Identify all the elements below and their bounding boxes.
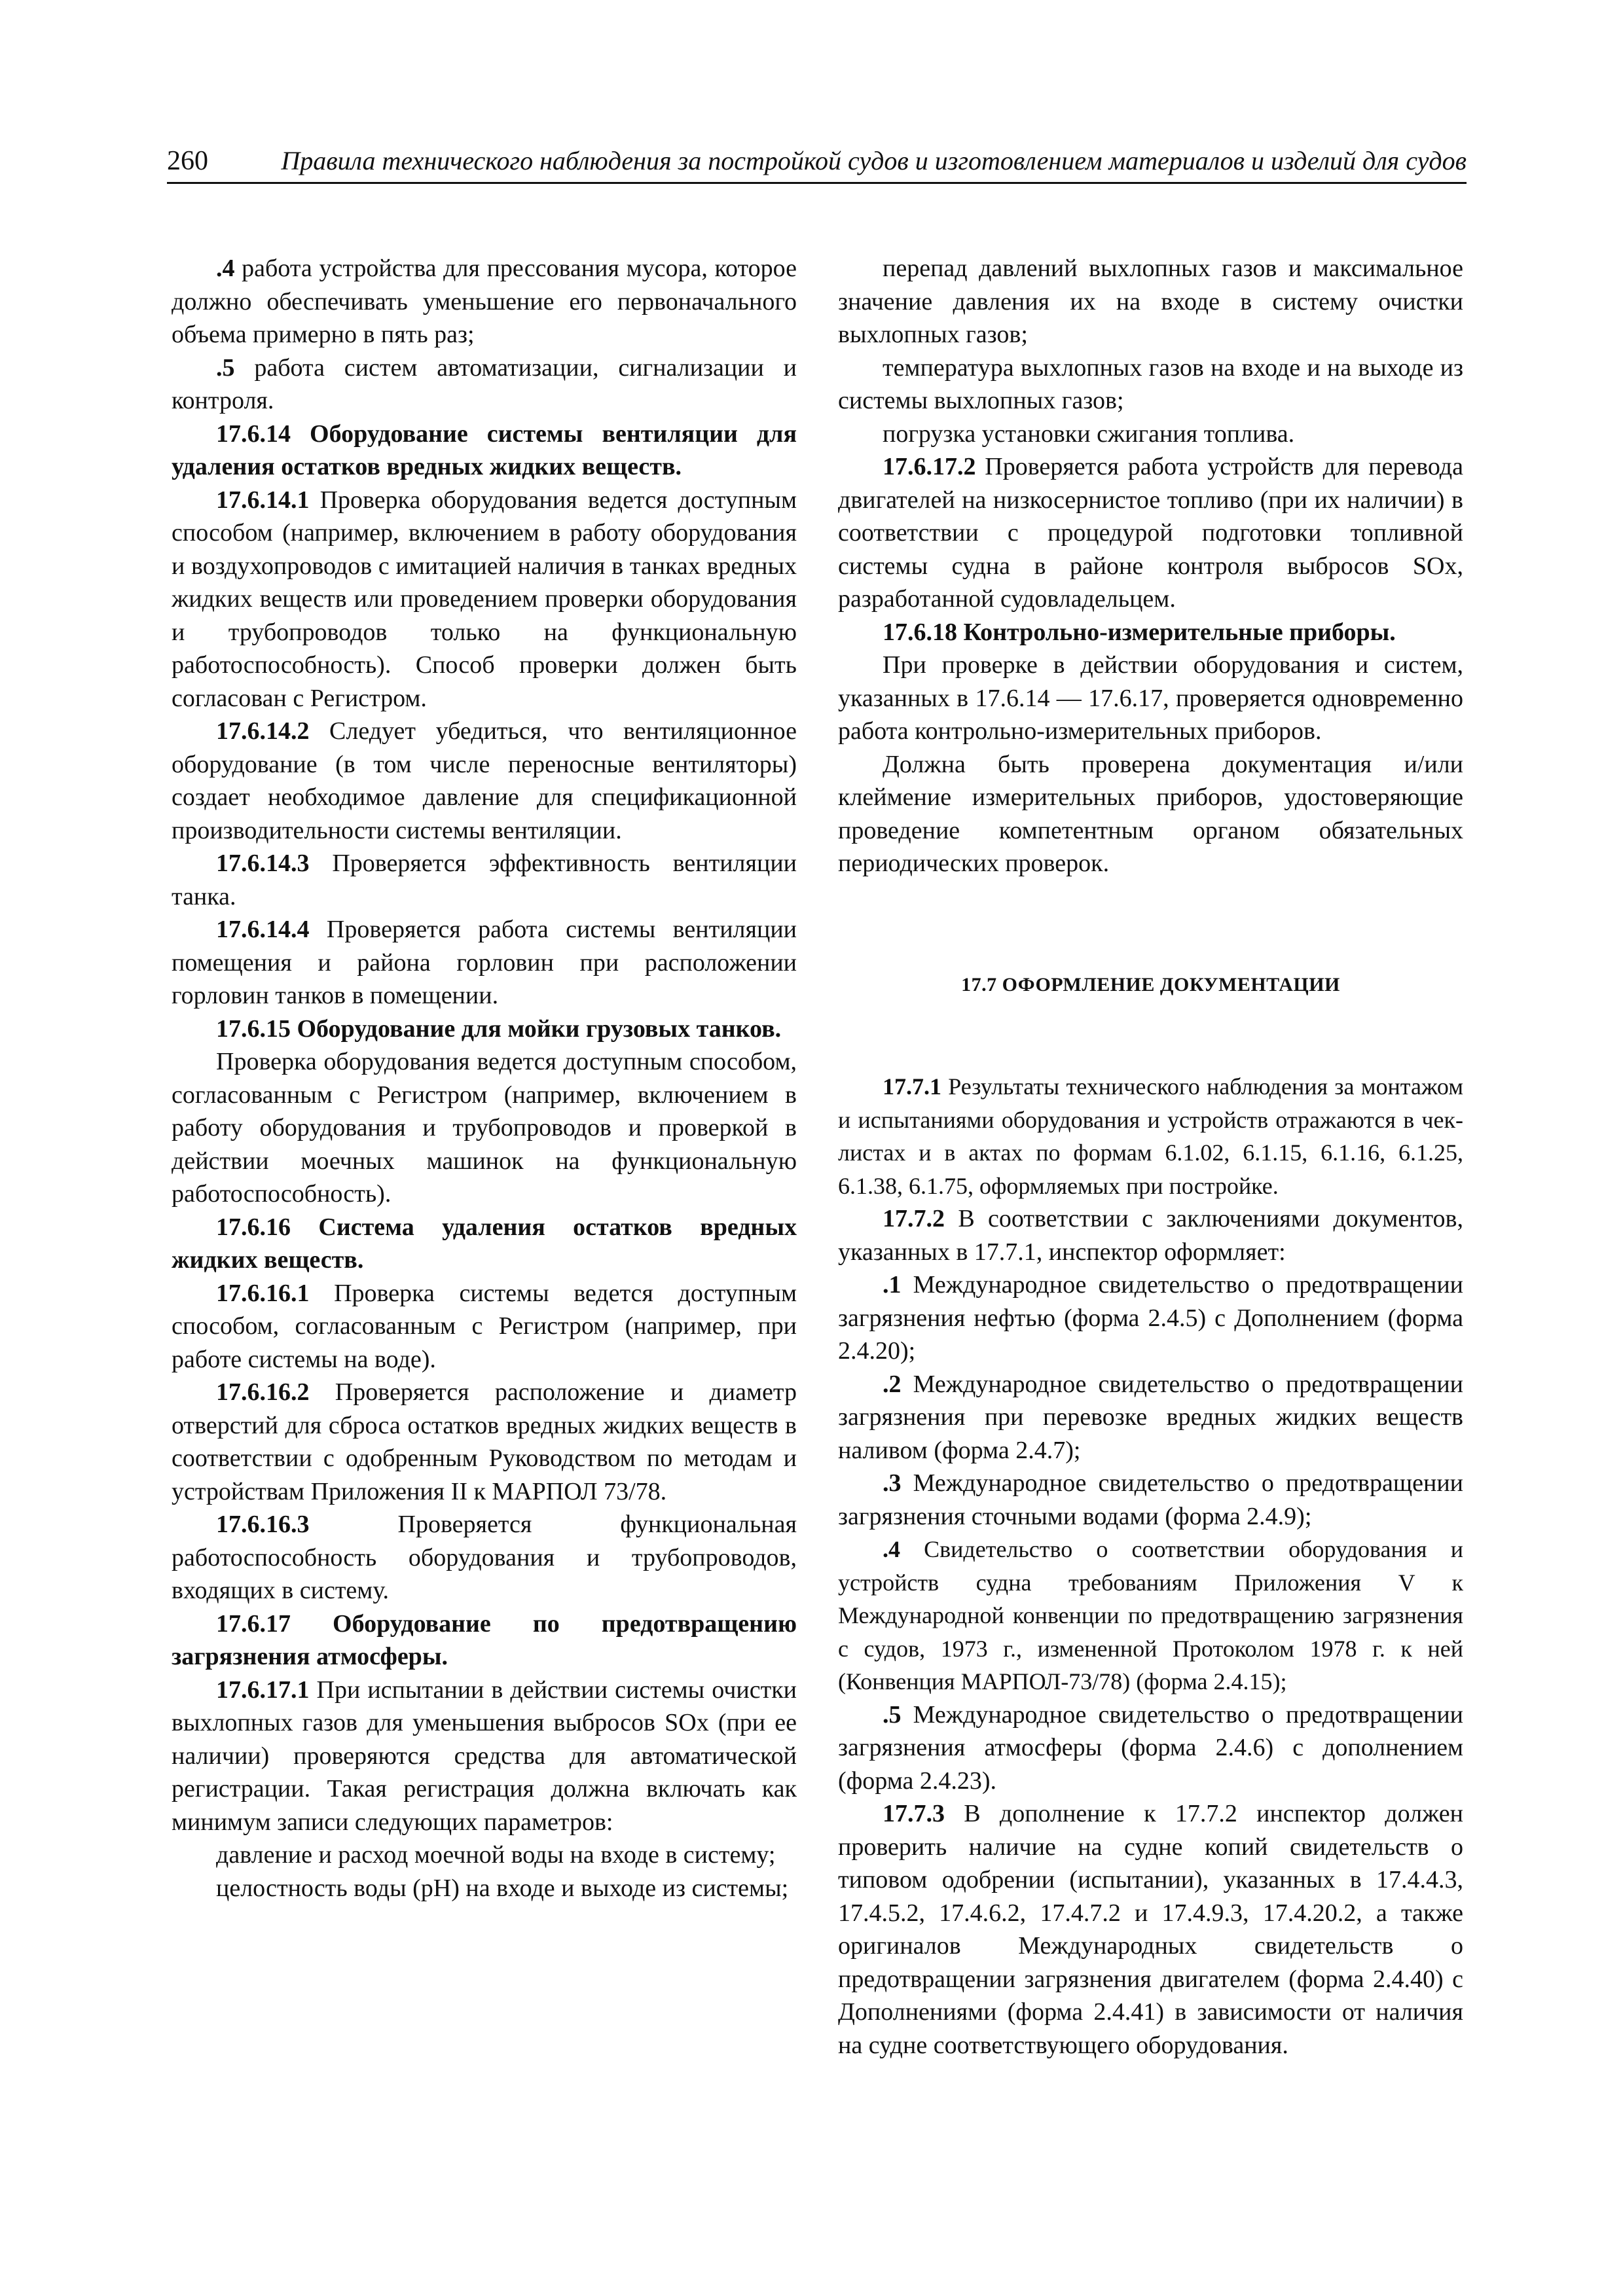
subsection-heading: 17.6.18 Контрольно-измерительные приборы. (883, 618, 1396, 646)
paragraph-text: При испытании в действии системы очистки выхлопных газов для уменьшения выбросов SOx (при ее наличии) проверяются средства для автоматической регистрации. Такая регистрация должна включать как минимум записи следующих параметров: (172, 1676, 797, 1836)
item-number: 17.6.14.3 (216, 850, 310, 877)
item-number: 17.6.14.2 (216, 717, 310, 745)
item-number: 17.6.14.1 (216, 486, 310, 514)
item-number: 17.6.17.1 (216, 1676, 310, 1704)
paragraph-text: Международное свидетельство о предотвращении загрязнения атмосферы (форма 2.4.6) с дополнением (форма 2.4.23). (838, 1700, 1463, 1795)
right-column (838, 252, 1463, 2062)
item-number: 17.6.16.3 (216, 1511, 310, 1538)
page-number: 260 (167, 146, 208, 176)
section-title: 17.7 ОФОРМЛЕНИЕ ДОКУМЕНТАЦИИ (961, 973, 1340, 996)
paragraph (172, 847, 797, 913)
paragraph: перепад давлений выхлопных газов и максимальное значение давления их на входе в систему очистки выхлопных газов; (838, 255, 1463, 348)
paragraph (172, 1674, 797, 1839)
paragraph (838, 1698, 1463, 1798)
item-number: .2 (883, 1370, 902, 1398)
item-number: .1 (883, 1271, 902, 1299)
page-header (167, 144, 1467, 190)
paragraph-text: работа систем автоматизации, сигнализации и контроля. (172, 353, 797, 414)
paragraph (838, 1533, 1463, 1698)
paragraph-text: Проверяется работа системы вентиляции помещения и района горловин при расположении горловин танков в помещении. (172, 916, 797, 1009)
item-number: 17.6.14.4 (216, 916, 310, 943)
paragraph (172, 715, 797, 847)
paragraph: Проверка оборудования ведется доступным способом, согласованным с Регистром (например, включением в работу оборудования и трубопроводов и проверкой в действии моечных машинок на функциональную работоспособность). (172, 1048, 797, 1208)
paragraph (172, 1277, 797, 1376)
item-number: 17.7.3 (883, 1800, 945, 1827)
paragraph-text: Свидетельство о соответствии оборудования и устройств судна требованиям Приложения V к Международной конвенции по предотвращению загрязнения с судов, 1973 г., измененной Протоколом 1978 г. к ней (Конвенция МАРПОЛ-73/78) (форма 2.4.15); (838, 1536, 1463, 1695)
paragraph: погрузка установки сжигания топлива. (883, 420, 1295, 448)
paragraph-text: Проверяется работа устройств для перевода двигателей на низкосернистое топливо (при их наличии) в соответствии с процедурой подготовки топливной системы судна в районе контроля выбросов SOx, разработанной судовладельцем. (838, 453, 1463, 613)
item-number: 17.7.1 (883, 1073, 941, 1100)
paragraph-text: Международное свидетельство о предотвращении загрязнения сточными водами (форма 2.4.9); (838, 1469, 1463, 1530)
subsection-heading: 17.6.16 Система удаления остатков вредных жидких веществ. (172, 1213, 797, 1274)
paragraph (838, 1202, 1463, 1268)
paragraph (172, 252, 797, 351)
item-number: .5 (216, 353, 235, 382)
item-number: 17.6.17.2 (883, 453, 976, 480)
item-number: 17.7.2 (883, 1205, 945, 1232)
paragraph (172, 1376, 797, 1508)
subsection-heading: 17.6.17 Оборудование по предотвращению загрязнения атмосферы. (172, 1609, 797, 1670)
item-number: .4 (883, 1536, 900, 1562)
running-title: Правила технического наблюдения за постройкой судов и изготовлением материалов и изделий для судов (281, 146, 1467, 175)
item-number: 17.6.16.1 (216, 1279, 310, 1307)
paragraph (838, 450, 1463, 616)
paragraph-text: Международное свидетельство о предотвращении загрязнения при перевозке вредных жидких веществ наливом (форма 2.4.7); (838, 1370, 1463, 1464)
paragraph: При проверке в действии оборудования и систем, указанных в 17.6.14 — 17.6.17, проверяется одновременно работа контрольно-измерительных приборов. (838, 651, 1463, 745)
paragraph (838, 1268, 1463, 1368)
paragraph-text: работа устройства для прессования мусора, которое должно обеспечивать уменьшение его первоначального объема примерно в пять раз; (172, 255, 797, 348)
item-number: .4 (216, 255, 235, 282)
item-number: 17.6.16.2 (216, 1378, 310, 1406)
paragraph-text: В дополнение к 17.7.2 инспектор должен проверить наличие на судне копий свидетельств о типовом одобрении (испытании), указанных в 17.4.4.3, 17.4.5.2, 17.4.6.2, 17.4.7.2 и 17.4.9.3, 17.4.20.2, а также оригиналов Международных свидетельств о предотвращении загрязнения двигателем (форма 2.4.40) с Дополнениями (форма 2.4.41) в зависимости от наличия на судне соответствующего оборудования. (838, 1800, 1463, 2059)
paragraph: целостность воды (pH) на входе и выходе из системы; (216, 1874, 789, 1902)
subsection-heading: 17.6.14 Оборудование системы вентиляции для удаления остатков вредных жидких веществ. (172, 420, 797, 480)
paragraph: Должна быть проверена документация и/или клеймение измерительных приборов, удостоверяющие проведение компетентным органом обязательных периодических проверок. (838, 750, 1463, 877)
paragraph-text: Проверка системы ведется доступным способом, согласованным с Регистром (например, при работе системы на воде). (172, 1279, 797, 1373)
paragraph (172, 351, 797, 418)
subsection-heading: 17.6.15 Оборудование для мойки грузовых танков. (216, 1014, 782, 1043)
paragraph (172, 913, 797, 1013)
paragraph-text: Проверяется расположение и диаметр отверстий для сброса остатков вредных жидких веществ в соответствии с одобренным Руководством по методам и устройствам Приложения II к МАРПОЛ 73/78. (172, 1378, 797, 1505)
paragraph-text: Проверяется эффективность вентиляции танка. (172, 850, 797, 910)
item-number: .5 (883, 1700, 902, 1729)
paragraph (172, 484, 797, 715)
paragraph-text: Проверяется функциональная работоспособность оборудования и трубопроводов, входящих в систему. (172, 1511, 797, 1604)
paragraph-text: Результаты технического наблюдения за монтажом и испытаниями оборудования и устройств отражаются в чек-листах и в актах по формам 6.1.02, 6.1.15, 6.1.16, 6.1.25, 6.1.38, 6.1.75, оформляемых при постройке. (838, 1073, 1463, 1199)
paragraph: температура выхлопных газов на входе и на выходе из системы выхлопных газов; (838, 353, 1463, 414)
paragraph (838, 1467, 1463, 1533)
paragraph (838, 1368, 1463, 1467)
paragraph-text: Международное свидетельство о предотвращении загрязнения нефтью (форма 2.4.5) с Дополнением (форма 2.4.20); (838, 1271, 1463, 1365)
header-rule (167, 182, 1467, 184)
paragraph-text: Следует убедиться, что вентиляционное оборудование (в том числе переносные вентиляторы) создает необходимое давление для спецификационной производительности системы вентиляции. (172, 717, 797, 844)
paragraph-text: В соответствии с заключениями документов, указанных в 17.7.1, инспектор оформляет: (838, 1205, 1463, 1266)
paragraph: давление и расход моечной воды на входе в систему; (216, 1841, 776, 1869)
paragraph-text: Проверка оборудования ведется доступным способом (например, включением в работу оборудования и воздухопроводов с имитацией наличия в танках вредных жидких веществ или проведением проверки оборудования и трубопроводов только на функциональную работоспособность). Способ проверки должен быть согласован с Регистром. (172, 486, 797, 712)
paragraph (838, 1797, 1463, 2062)
left-column (172, 252, 797, 1905)
paragraph (172, 1508, 797, 1607)
item-number: .3 (883, 1469, 902, 1497)
paragraph (838, 1070, 1463, 1202)
